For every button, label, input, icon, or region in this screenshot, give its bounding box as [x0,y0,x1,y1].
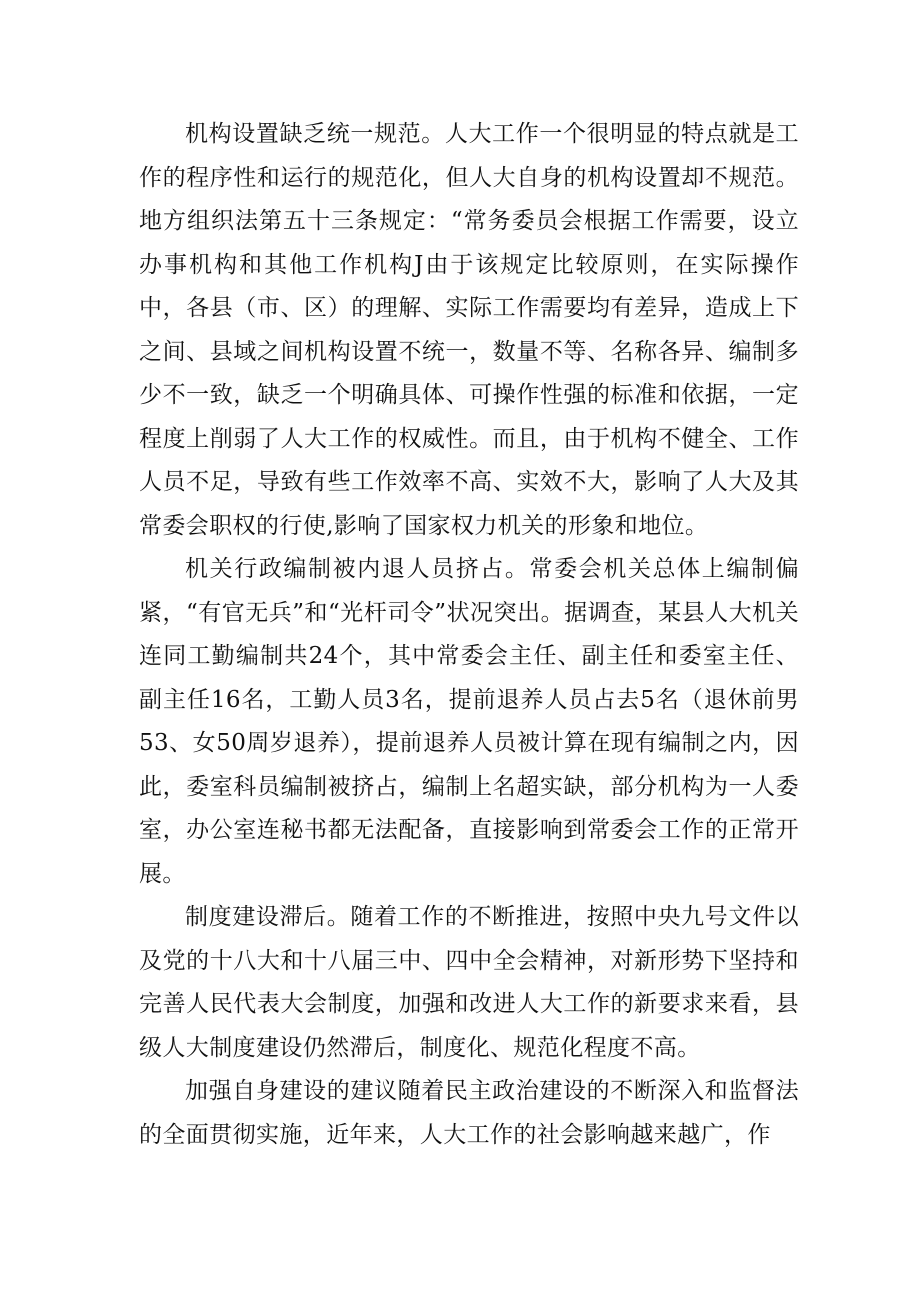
paragraph-system-building: 制度建设滞后。随着工作的不断推进，按照中央九号文件以及党的十八大和十八届三中、四中全会精神，对新形势下坚持和完善人民代表大会制度，加强和改进人大工作的新要求来看，县级人大制度建设仍然滞后，制度化、规范化程度不高。 [139,904,799,1061]
paragraph-staffing: 机关行政编制被内退人员挤占。常委会机关总体上编制偏紧，“有官无兵”和“光杆司令”状况突出。据调查，某县人大机关连同工勤编制共24个，其中常委会主任、副主任和委室主任、副主任16名，工勤人员3名，提前退养人员占去5名（退休前男53、女50周岁退养），提前退养人员被计算在现有编制之内，因此，委室科员编制被挤占，编制上名超实缺，部分机构为一人委室，办公室连秘书都无法配备，直接影响到常委会工作的正常开展。 [139,556,799,887]
paragraph-institution-setup: 机构设置缺乏统一规范。人大工作一个很明显的特点就是工作的程序性和运行的规范化，但人大自身的机构设置却不规范。地方组织法第五十三条规定：“常务委员会根据工作需要，设立办事机构和其他工作机构J由于该规定比较原则，在实际操作中，各县（市、区）的理解、实际工作需要均有差异，造成上下之间、县域之间机构设置不统一，数量不等、名称各异、编制多少不一致，缺乏一个明确具体、可操作性强的标准和依据，一定程度上削弱了人大工作的权威性。而且，由于机构不健全、工作人员不足，导致有些工作效率不高、实效不大，影响了人大及其常委会职权的行使,影响了国家权力机关的形象和地位。 [139,121,799,539]
document-body [139,113,799,1157]
paragraph-suggestions: 加强自身建设的建议随着民主政治建设的不断深入和监督法的全面贯彻实施，近年来，人大工作的社会影响越来越广，作 [139,1078,799,1148]
